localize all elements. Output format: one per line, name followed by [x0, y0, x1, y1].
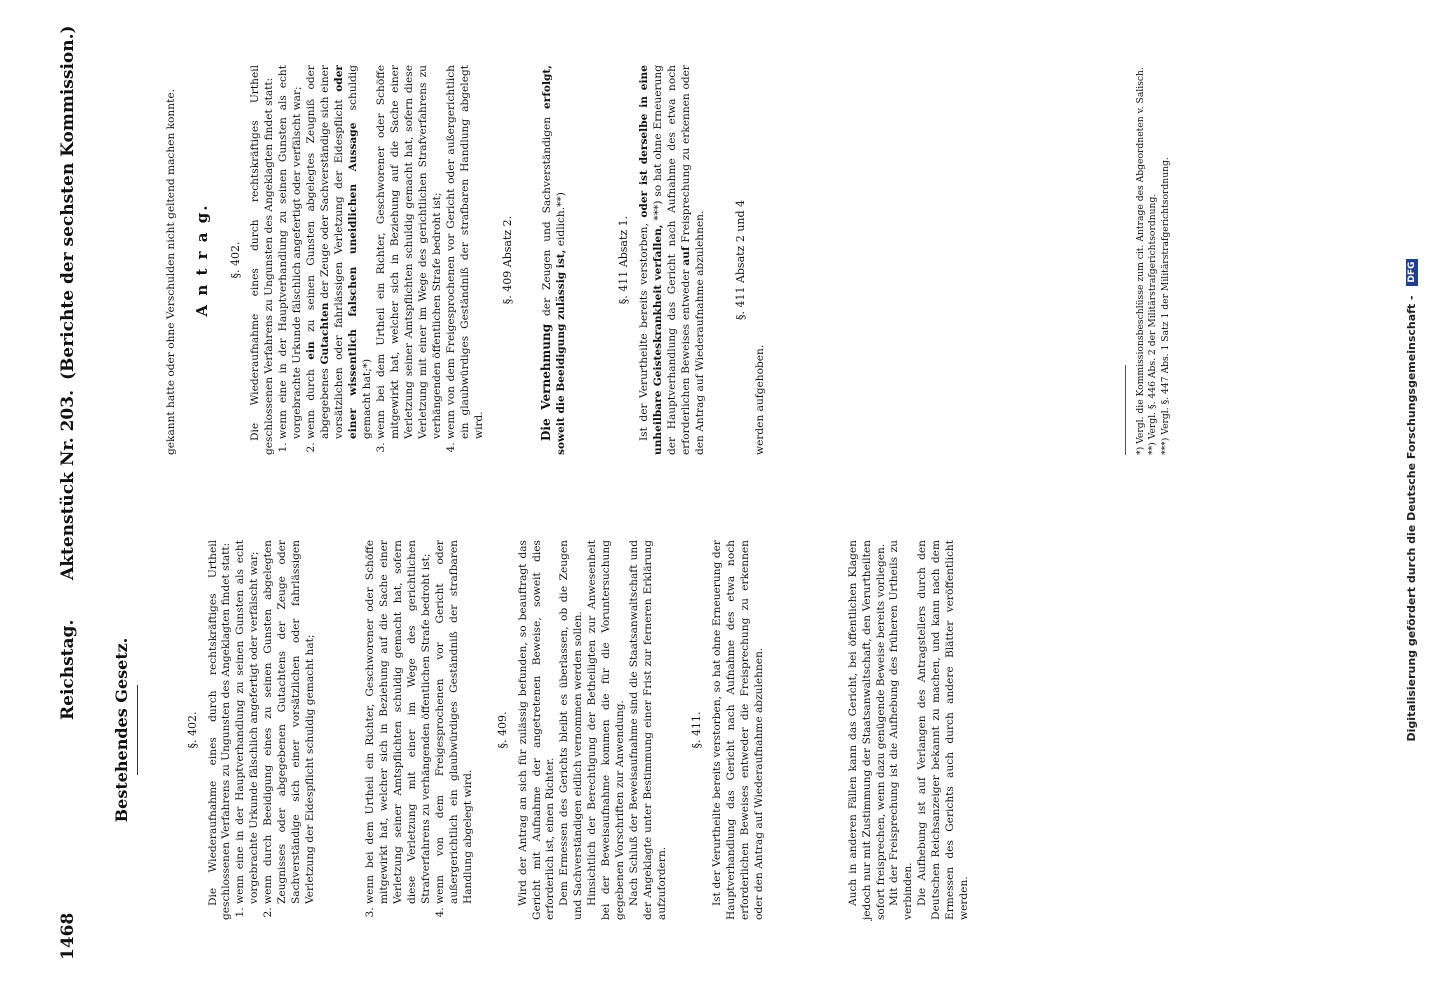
left-s411-p3: Mit der Freisprechung ist die Aufhebung des früheren Urtheils zu verbinden. — [888, 540, 915, 920]
right-s411a1-part-c: ***) so hat ohne Erneuerung der Hauptverhandlung das Gericht nach Aufnahme des etwa noch erforderlichen Beweises entweder — [651, 65, 692, 455]
right-s402-heading: §. 402. — [228, 241, 242, 279]
right-column — [165, 65, 768, 455]
right-s402-item-4: 4. wenn von dem Freigesprochenen vor Gericht oder außergerichtlich ein glaubwürdiges Geständniß der strafbaren Handlung abgelegt wird. — [445, 65, 487, 439]
left-s411-p1: Ist der Verurtheilte bereits verstorben, so hat ohne Erneuerung der Hauptverhandlung das Gericht nach Aufnahme des etwa noch erforderlichen Beweises entweder die Freisprechung zu erkennen oder den Antrag auf Wiederaufnahme abzulehnen. — [710, 540, 765, 920]
left-s411-heading: §. 411. — [690, 711, 704, 749]
header-aktenstueck: Aktenstück Nr. 203. — [58, 389, 78, 580]
right-s409-text — [539, 65, 569, 455]
left-s402-item-3: 3. wenn bei dem Urtheil ein Richter, Geschworener oder Schöffe mitgewirkt hat, welcher sich in Beziehung auf die Sache einer Verletzung seiner Amtspflichten schuldig gemacht hat, sofern diese Verletzung mit einer im Wege des gerichtlichen Strafverfahrens zu verhängenden öffentlichen Strafe bedroht ist; — [364, 540, 434, 904]
left-s402-intro: Die Wiederaufnahme eines durch rechtskräftiges Urtheil geschlossenen Verfahrens zu Ungunsten des Angeklagten findet statt: — [206, 540, 233, 920]
right-s411a1-part-e: Freisprechung zu erkennen oder den Antrag auf Wiederaufnahme abzulehnen. — [679, 65, 706, 455]
right-s402-item-3: 3. wenn bei dem Urtheil ein Richter, Geschworener oder Schöffe mitgewirkt hat, welcher sich in Beziehung auf die Sache einer Verletzung seiner Amtspflichten schuldig gemacht hat, sofern diese Verletzung mit einer im Wege des gerichtlichen Strafverfahrens zu verhängenden öffentlichen Strafe bedroht ist; — [375, 65, 445, 439]
right-s402-item-2 — [305, 65, 375, 439]
right-s402-item-2-part-b: ein — [305, 341, 318, 360]
footnote-rule — [1125, 365, 1126, 455]
left-s409-p2: Dem Ermessen des Gerichts bleibt es überlassen, ob die Zeugen und Sachverständigen eidlich vernommen werden sollen. — [558, 540, 585, 920]
footnote-3: ***) Vergl. §. 447 Abs. 1 Satz 1 der Militärstrafgerichtsordnung. — [1159, 157, 1171, 455]
right-s402-item-2-part-c: zu seinen Gunsten abgelegtes Zeugniß oder abgegebenes — [305, 65, 332, 439]
right-column-title: A n t r a g. — [192, 203, 211, 317]
right-s402-item-2-part-e: der Zeuge oder Sachverständige sich einer vorsätzlichen oder fahrlässigen Verletzung der Eidespflicht — [319, 65, 346, 439]
right-s411a1-part-d: auf — [679, 246, 692, 266]
left-s411-p2: Auch in anderen Fällen kann das Gericht, bei öffentlichen Klagen jedoch nur mit Zustimmung der Staatsanwaltschaft, den Verurtheilten sofort freisprechen, wenn dazu genügende Beweise bereits vorliegen. — [846, 540, 887, 920]
right-continuation: gekannt hatte oder ohne Verschulden nicht geltend machen konnte. — [165, 89, 177, 455]
right-s411a1-text — [638, 65, 708, 455]
right-s402-item-1: 1. wenn eine in der Hauptverhandlung zu seinen Gunsten als echt vorgebrachte Urkunde fälschlich angefertigt oder verfälscht war; — [277, 65, 305, 439]
right-s411a1-part-a: Ist der Verurtheilte bereits verstorben, — [637, 223, 650, 441]
right-s409-part-d: eidlich.**) — [555, 192, 568, 247]
left-s409-p3: Hinsichtlich der Berechtigung der Betheiligten zur Anwesenheit bei der Beweisaufnahme kommen die für die Voruntersuchung gegebenen Vorschriften zur Anwendung. — [586, 540, 627, 920]
left-s402-item-1: 1. wenn eine in der Hauptverhandlung zu seinen Gunsten als echt vorgebrachte Urkunde fälschlich angefertigt oder verfälscht war; — [234, 540, 262, 904]
left-s409-heading: §. 409. — [496, 711, 510, 749]
left-column — [170, 540, 972, 920]
footnote-2: **) Vergl. §. 446 Abs. 2 der Militärstrafgerichtsordnung. — [1147, 193, 1159, 455]
right-s402-item-2-part-g: schuldig gemacht hat;*) — [347, 65, 374, 439]
digitization-notice — [1405, 0, 1418, 1000]
header-berichte: (Berichte der sechsten Kommission.) — [58, 25, 78, 380]
left-s402-heading: §. 402. — [186, 711, 199, 749]
footnote-1: *) Vergl. die Kommissionsbeschlüsse zum cit. Antrage des Abgeordneten v. Salisch. — [1135, 67, 1146, 455]
left-s402-item-4: 4. wenn von dem Freigesprochenen vor Gericht oder außergerichtlich ein glaubwürdiges Geständniß der strafbaren Handlung abgelegt wird. — [434, 540, 476, 904]
right-s411a24-text: werden aufgehoben. — [754, 344, 767, 455]
right-s402-intro: Die Wiederaufnahme eines durch rechtskräftiges Urtheil geschlossenen Verfahrens zu Ungunsten des Angeklagten findet statt: — [249, 65, 276, 455]
dfg-logo: DFG — [1406, 259, 1418, 286]
left-s409-p4: Nach Schluß der Beweisaufnahme sind die Staatsanwaltschaft und der Angeklagte unter Bestimmung einer Frist zur ferneren Erklärung aufzufordern. — [628, 540, 669, 920]
right-s402-item-2-part-a: wenn durch — [305, 369, 318, 439]
right-s409-part-a: Die Vernehmung — [539, 323, 554, 441]
digitization-text: Digitalisierung gefördert durch die Deutsche Forschungsgemeinschaft - — [1405, 295, 1418, 742]
left-column-title: Bestehendes Gesetz. — [112, 540, 138, 920]
right-s402-item-2-part-d: Gutachten — [319, 302, 332, 365]
right-s409-part-c: erfolgt, soweit die Beeidigung zulässig ist, — [541, 65, 568, 455]
left-s402-item-2: 2. wenn durch Beeidigung eines zu seinen Gunsten abgelegten Zeugnisses oder abgegebenen Gutachtens der Zeuge oder Sachverständige sich einer vorsätzlichen oder fahrlässigen Verletzung der Eidespflicht schuldig gemacht hat; — [262, 540, 318, 904]
left-s402-list — [234, 540, 476, 920]
footnotes — [1135, 65, 1172, 455]
right-s402-item-2-part-f: oder einer wissentlich falschen uneidlichen Aussage — [333, 64, 360, 439]
right-s411a24-heading: §. 411 Absatz 2 und 4 — [733, 199, 747, 321]
right-s409-part-b: der Zeugen und Sachverständigen — [541, 116, 554, 316]
right-s411a1-heading: §. 411 Absatz 1. — [617, 215, 631, 305]
page-number: 1468 — [58, 912, 78, 960]
header-reichstag: Reichstag. — [58, 619, 78, 720]
left-s411-p4: Die Aufhebung ist auf Verlangen des Antragstellers durch den Deutschen Reichsanzeiger bekannt zu machen, und kann nach dem Ermessen des Gerichts auch durch andere Blätter veröffentlicht werden. — [916, 540, 971, 920]
right-s411a1-part-b: oder ist derselbe in eine unheilbare Geisteskrankheit verfallen, — [637, 65, 664, 455]
left-s409-p1: Wird der Antrag an sich für zulässig befunden, so beauftragt das Gericht mit Aufnahme der angetretenen Beweise, soweit dies erforderlich ist, einen Richter. — [516, 540, 557, 920]
right-s402-list — [277, 65, 487, 455]
right-s409-heading: §. 409 Absatz 2. — [500, 215, 514, 305]
